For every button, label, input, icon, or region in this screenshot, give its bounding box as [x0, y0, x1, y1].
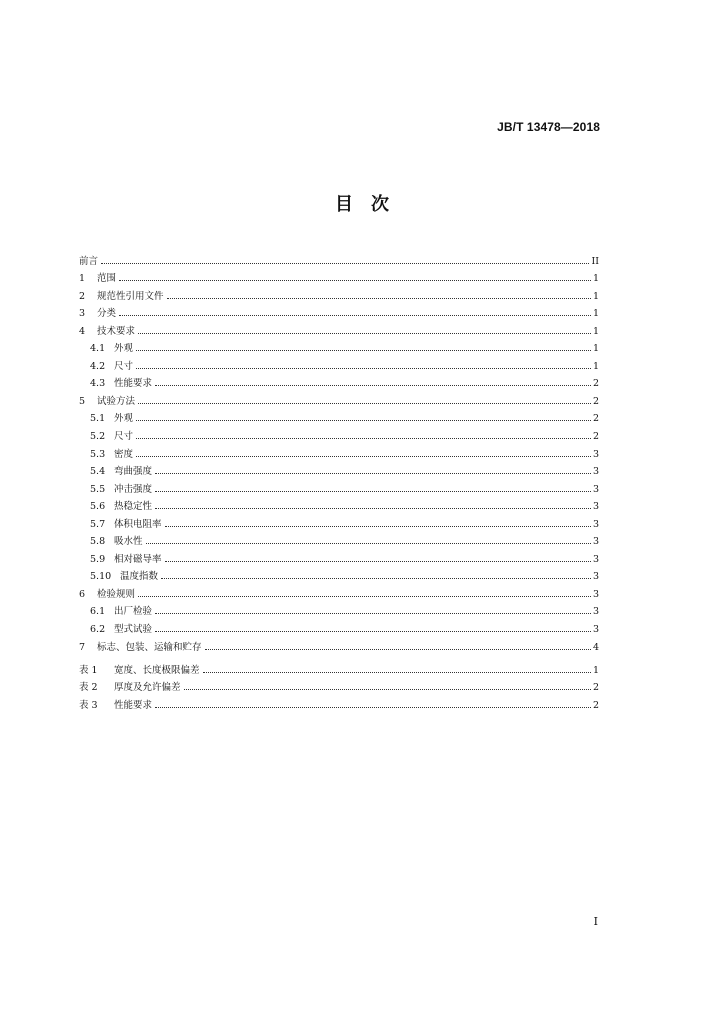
toc-entry-number: 6.1 — [90, 606, 106, 618]
toc-entry[interactable] — [79, 460, 599, 478]
dot-leader — [101, 263, 589, 264]
toc-entry-page: 3 — [592, 448, 599, 460]
toc-entry-number: 5 — [79, 395, 86, 407]
toc-entry-label: 密度 — [114, 448, 134, 460]
dot-leader — [203, 672, 591, 673]
toc-entry-page: 3 — [592, 536, 599, 548]
dot-leader — [146, 543, 591, 544]
toc-entry-page: 3 — [592, 606, 599, 618]
toc-entry-label: 外观 — [114, 413, 134, 425]
toc-entry-number: 2 — [79, 290, 86, 302]
toc-entry-page: II — [591, 255, 599, 267]
toc-entry-page: 3 — [592, 624, 599, 636]
dot-leader — [155, 385, 591, 386]
dot-leader — [155, 613, 591, 614]
toc-entry[interactable] — [79, 354, 599, 372]
toc-entry-page: 1 — [592, 290, 599, 302]
toc-entry[interactable] — [79, 600, 599, 618]
toc-entry-page: 3 — [592, 571, 599, 583]
toc-entry-label: 技术要求 — [97, 325, 136, 337]
toc-entry-number: 4.2 — [90, 360, 106, 372]
toc-entry[interactable] — [79, 442, 599, 460]
toc-entry[interactable] — [79, 512, 599, 530]
toc-entry[interactable] — [79, 319, 599, 337]
toc-entry-label: 规范性引用文件 — [97, 290, 164, 302]
toc-entry[interactable] — [79, 389, 599, 407]
toc-entry[interactable] — [79, 565, 599, 583]
toc-entry-number: 5.9 — [90, 553, 106, 565]
toc-entry-page: 1 — [592, 664, 599, 676]
toc-entry[interactable] — [79, 302, 599, 320]
toc-entry[interactable] — [79, 530, 599, 548]
toc-entry-number: 6 — [79, 588, 86, 600]
toc-entry-label: 试验方法 — [97, 395, 136, 407]
toc-entry-number: 5.1 — [90, 413, 106, 425]
dot-leader — [155, 491, 591, 492]
dot-leader — [138, 403, 591, 404]
toc-entry-number: 表 2 — [79, 682, 98, 694]
dot-leader — [165, 561, 591, 562]
toc-entry-number: 表 3 — [79, 699, 98, 711]
toc-entry-label: 性能要求 — [114, 378, 153, 390]
toc-entry-page: 1 — [592, 360, 599, 372]
dot-leader — [136, 456, 591, 457]
toc-entry-page: 3 — [592, 466, 599, 478]
toc-entry-number: 3 — [79, 308, 86, 320]
toc-entry-label: 宽度、长度极限偏差 — [114, 664, 200, 676]
toc-entry-page: 2 — [592, 395, 599, 407]
toc-entry-label: 标志、包装、运输和贮存 — [97, 641, 202, 653]
toc-entry-page: 3 — [592, 501, 599, 513]
toc-entry-label: 前言 — [79, 255, 99, 267]
toc-entry[interactable] — [79, 407, 599, 425]
dot-leader — [138, 333, 591, 334]
toc-entry[interactable] — [79, 249, 599, 267]
toc-entry-number: 5.3 — [90, 448, 106, 460]
toc-entry-number: 5.2 — [90, 431, 106, 443]
toc-entry[interactable] — [79, 372, 599, 390]
toc-entry-label: 尺寸 — [114, 431, 134, 443]
toc-entry-label: 分类 — [97, 308, 117, 320]
toc-entry[interactable] — [79, 337, 599, 355]
table-of-contents — [79, 249, 599, 653]
toc-entry[interactable] — [79, 284, 599, 302]
toc-entry-number: 5.8 — [90, 536, 106, 548]
toc-entry-page: 3 — [592, 553, 599, 565]
toc-entry-page: 1 — [592, 273, 599, 285]
standard-code: JB/T 13478—2018 — [497, 120, 600, 134]
toc-entry-page: 3 — [592, 518, 599, 530]
dot-leader — [205, 649, 591, 650]
toc-entry-number: 5.10 — [90, 571, 112, 583]
toc-entry[interactable] — [79, 547, 599, 565]
toc-entry-number: 4.3 — [90, 378, 106, 390]
toc-entry-number: 表 1 — [79, 664, 98, 676]
toc-entry[interactable] — [79, 617, 599, 635]
toc-entry[interactable] — [79, 676, 599, 694]
toc-title: 目 次 — [335, 194, 389, 215]
dot-leader — [155, 508, 591, 509]
dot-leader — [161, 578, 591, 579]
toc-entry-label: 出厂检验 — [114, 606, 153, 618]
toc-entry[interactable] — [79, 424, 599, 442]
toc-entry-number: 6.2 — [90, 624, 106, 636]
toc-entry[interactable] — [79, 267, 599, 285]
toc-entry[interactable] — [79, 693, 599, 711]
toc-entry-page: 3 — [592, 588, 599, 600]
page-number: I — [593, 915, 598, 928]
dot-leader — [119, 315, 591, 316]
toc-entry-label: 热稳定性 — [114, 501, 153, 513]
dot-leader — [119, 280, 591, 281]
toc-entry-page: 2 — [592, 413, 599, 425]
toc-entry-number: 5.6 — [90, 501, 106, 513]
toc-entry-label: 尺寸 — [114, 360, 134, 372]
toc-entry[interactable] — [79, 658, 599, 676]
toc-entry-number: 1 — [79, 273, 86, 285]
toc-entry-label: 范围 — [97, 273, 117, 285]
toc-entry-label: 型式试验 — [114, 624, 153, 636]
toc-entry-page: 1 — [592, 308, 599, 320]
dot-leader — [155, 473, 591, 474]
dot-leader — [155, 707, 591, 708]
toc-entry-number: 5.4 — [90, 466, 106, 478]
dot-leader — [138, 596, 591, 597]
toc-entry-label: 弯曲强度 — [114, 466, 153, 478]
toc-entry-page: 4 — [592, 641, 599, 653]
dot-leader — [136, 368, 591, 369]
dot-leader — [136, 438, 591, 439]
toc-entry-number: 4.1 — [90, 343, 106, 355]
dot-leader — [167, 298, 591, 299]
dot-leader — [184, 689, 591, 690]
toc-entry-number: 5.7 — [90, 518, 106, 530]
toc-entry-number: 7 — [79, 641, 86, 653]
toc-entry-label: 吸水性 — [114, 536, 143, 548]
dot-leader — [165, 526, 591, 527]
toc-entry-page: 2 — [592, 682, 599, 694]
toc-entry-page: 1 — [592, 325, 599, 337]
toc-entry[interactable] — [79, 582, 599, 600]
dot-leader — [155, 631, 591, 632]
toc-entry-label: 冲击强度 — [114, 483, 153, 495]
toc-entry-page: 1 — [592, 343, 599, 355]
toc-entry-page: 2 — [592, 378, 599, 390]
toc-entry-label: 性能要求 — [114, 699, 153, 711]
toc-entry[interactable] — [79, 477, 599, 495]
toc-entry-label: 体积电阻率 — [114, 518, 162, 530]
toc-entry-page: 2 — [592, 699, 599, 711]
toc-entry-page: 2 — [592, 431, 599, 443]
toc-entry-label: 检验规则 — [97, 588, 136, 600]
toc-entry-number: 5.5 — [90, 483, 106, 495]
toc-entry[interactable] — [79, 495, 599, 513]
toc-entry-label: 相对磁导率 — [114, 553, 162, 565]
dot-leader — [136, 350, 591, 351]
list-of-tables — [79, 658, 599, 711]
toc-entry-label: 厚度及允许偏差 — [114, 682, 181, 694]
toc-entry-label: 外观 — [114, 343, 134, 355]
toc-entry-page: 3 — [592, 483, 599, 495]
toc-entry[interactable] — [79, 635, 599, 653]
dot-leader — [136, 420, 591, 421]
toc-entry-label: 温度指数 — [120, 571, 159, 583]
toc-entry-number: 4 — [79, 325, 86, 337]
